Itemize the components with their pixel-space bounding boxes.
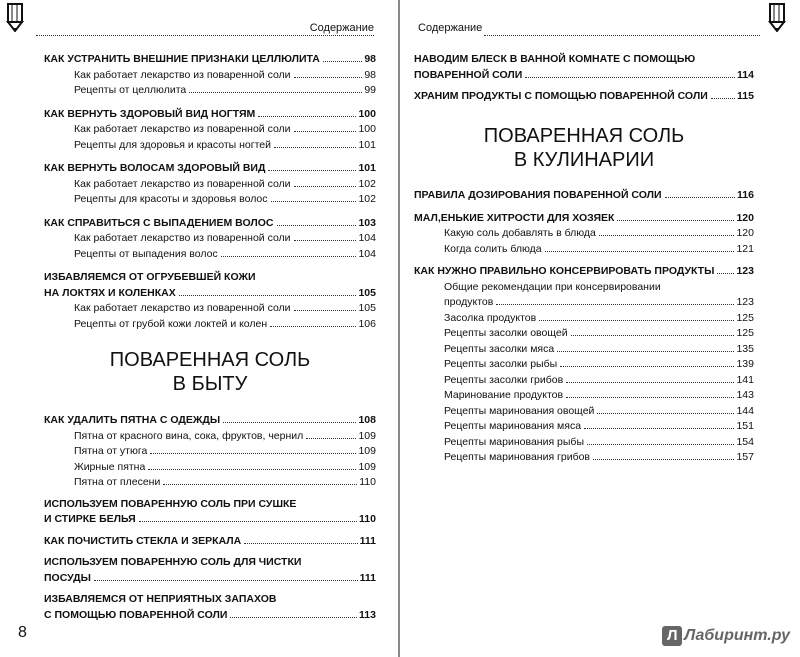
toc-subentry xyxy=(44,317,376,333)
page-number: 8 xyxy=(18,624,27,641)
toc-subentry-page: 151 xyxy=(736,420,754,432)
toc-chapter-title: КАК ПОЧИСТИТЬ СТЕКЛА И ЗЕРКАЛА xyxy=(44,534,242,547)
dot-leader xyxy=(597,413,734,414)
toc-subentry-title: Рецепты для здоровья и красоты ногтей xyxy=(74,138,271,151)
toc-subentry-title: Пятна от утюга xyxy=(74,445,148,457)
toc-group xyxy=(44,270,376,332)
running-header: Содержание xyxy=(309,22,374,34)
toc-chapter-line: ИСПОЛЬЗУЕМ ПОВАРЕННУЮ СОЛЬ ДЛЯ ЧИСТКИ xyxy=(44,556,302,568)
dot-leader xyxy=(150,453,356,454)
toc-subentry-page: 104 xyxy=(358,247,376,260)
pencil-icon xyxy=(764,2,790,32)
toc-chapter xyxy=(44,413,376,429)
toc-subentry-title: Как работает лекарство из поваренной соли xyxy=(74,177,291,190)
dot-leader xyxy=(496,304,734,305)
dot-leader xyxy=(277,225,357,226)
toc-chapter-page: 98 xyxy=(364,53,376,65)
toc-subentry-page: 125 xyxy=(736,311,754,324)
toc-subentry-page: 141 xyxy=(736,373,754,386)
toc-subentry-title: Как работает лекарство из поваренной соли xyxy=(74,68,291,81)
dot-leader xyxy=(571,335,735,336)
toc-chapter xyxy=(414,188,754,204)
toc-subentry-title: Маринование продуктов xyxy=(444,389,564,401)
dot-leader xyxy=(294,77,363,78)
dot-leader xyxy=(294,240,357,241)
toc-chapter-page: 123 xyxy=(736,265,754,277)
toc-chapter-line: НАВОДИМ БЛЕСК В ВАННОЙ КОМНАТЕ С ПОМОЩЬЮ xyxy=(414,53,696,65)
toc-chapter-page: 114 xyxy=(737,68,754,81)
header-rule xyxy=(484,35,760,36)
toc-subentry-title: Рецепты от целлюлита xyxy=(74,84,187,96)
dot-leader xyxy=(274,147,356,148)
toc-subentry xyxy=(414,388,754,404)
toc-chapter-page: 101 xyxy=(358,162,376,174)
toc-chapter-line: ИСПОЛЬЗУЕМ ПОВАРЕННУЮ СОЛЬ ПРИ СУШКЕ xyxy=(44,497,297,510)
toc-chapter-title: КАК ВЕРНУТЬ ВОЛОСАМ ЗДОРОВЫЙ ВИД xyxy=(44,162,266,174)
section-title-line-2: В КУЛИНАРИИ xyxy=(513,149,655,171)
toc-subentry-title: Как работает лекарство из поваренной соли xyxy=(74,232,291,244)
toc-chapter xyxy=(44,512,376,528)
toc-chapter-title: НА ЛОКТЯХ И КОЛЕНКАХ xyxy=(44,286,176,299)
toc-subentry-title: Пятна от красного вина, сока, фруктов, чернил xyxy=(74,429,304,442)
toc-chapter-line: ИЗБАВЛЯЕМСЯ ОТ ОГРУБЕВШЕЙ КОЖИ xyxy=(44,271,256,283)
toc-subentry xyxy=(414,419,754,435)
toc-subentry xyxy=(44,444,376,460)
dot-leader xyxy=(294,186,357,187)
dot-leader xyxy=(584,428,734,429)
dot-leader xyxy=(593,459,734,460)
toc-subentry-title: Рецепты маринования овощей xyxy=(444,404,595,417)
toc-subentry-title: Рецепты от выпадения волос xyxy=(74,247,218,260)
dot-leader xyxy=(665,197,735,198)
dot-leader xyxy=(271,201,357,202)
toc-subentry-title: Пятна от плесени xyxy=(74,476,161,488)
dot-leader xyxy=(323,61,362,62)
dot-leader xyxy=(306,438,356,439)
toc-subentry-page: 109 xyxy=(358,460,376,473)
toc-chapter-title: И СТИРКЕ БЕЛЬЯ xyxy=(44,513,136,525)
toc-block-household xyxy=(44,413,376,629)
toc-chapter-page: 115 xyxy=(737,90,754,102)
watermark xyxy=(662,626,790,646)
toc-chapter-page: 111 xyxy=(359,571,376,584)
section-title-line-2: В БЫТУ xyxy=(172,373,248,395)
toc-subentry xyxy=(44,301,376,317)
toc-chapter-title: КАК СПРАВИТЬСЯ С ВЫПАДЕНИЕМ ВОЛОС xyxy=(44,216,274,229)
toc-subentry-title: Засолка продуктов xyxy=(444,311,537,324)
toc-chapter-page: 120 xyxy=(736,211,754,224)
toc-subentry xyxy=(414,373,754,389)
toc-subentry xyxy=(414,326,754,342)
toc-chapter xyxy=(44,608,376,624)
toc-group xyxy=(414,188,754,204)
toc-chapter-title: КАК УДАЛИТЬ ПЯТНА С ОДЕЖДЫ xyxy=(44,414,221,426)
running-header: Содержание xyxy=(418,22,483,34)
dot-leader xyxy=(599,235,735,236)
toc-subentry xyxy=(414,435,754,451)
toc-group xyxy=(44,52,376,99)
toc-chapter-page: 116 xyxy=(737,189,754,201)
toc-chapter xyxy=(414,264,754,280)
toc-chapter-page: 105 xyxy=(358,286,376,299)
toc-chapter-title: КАК ВЕРНУТЬ ЗДОРОВЫЙ ВИД НОГТЯМ xyxy=(44,107,256,120)
toc-chapter-page: 108 xyxy=(358,414,376,426)
toc-group xyxy=(44,107,376,154)
toc-block-health xyxy=(44,52,376,340)
toc-subentry-title: Как работает лекарство из поваренной соли xyxy=(74,302,291,314)
toc-subentry-page: 109 xyxy=(358,445,376,457)
dot-leader xyxy=(230,617,357,618)
toc-subentry-title: Рецепты от грубой кожи локтей и колен xyxy=(74,317,268,330)
toc-subentry xyxy=(44,83,376,99)
dot-leader xyxy=(270,326,356,327)
toc-subentry-page: 99 xyxy=(364,84,376,96)
toc-subentry-title: Когда солить блюда xyxy=(444,242,542,255)
section-title-line-1: ПОВАРЕННАЯ СОЛЬ xyxy=(483,125,685,147)
toc-subentry-page: 144 xyxy=(736,404,754,417)
toc-chapter xyxy=(414,68,754,84)
toc-subentry xyxy=(44,247,376,263)
toc-subentry-page: 102 xyxy=(358,193,376,205)
toc-subentry xyxy=(414,226,754,242)
watermark-text: Лабиринт.ру xyxy=(684,627,790,644)
dot-leader xyxy=(560,366,734,367)
toc-subentry-title: Рецепты для красоты и здоровья волос xyxy=(74,193,268,205)
toc-block-bathroom xyxy=(414,52,754,111)
toc-subentry xyxy=(44,429,376,445)
toc-chapter-page: 110 xyxy=(359,513,376,525)
toc-subentry-page: 125 xyxy=(736,327,754,339)
toc-group xyxy=(44,497,376,528)
toc-block-cooking xyxy=(414,188,754,473)
toc-subentry-page: 121 xyxy=(736,242,754,255)
toc-subentry-page: 157 xyxy=(736,451,754,463)
toc-subentry-title: Как работает лекарство из поваренной соли xyxy=(74,123,291,135)
toc-subentry xyxy=(414,295,754,311)
dot-leader xyxy=(244,543,357,544)
toc-subentry xyxy=(44,177,376,193)
dot-leader xyxy=(566,397,734,398)
toc-subentry xyxy=(414,242,754,258)
toc-subentry xyxy=(44,192,376,208)
dot-leader xyxy=(525,77,735,78)
toc-subentry-title: Рецепты маринования рыбы xyxy=(444,435,584,448)
dot-leader xyxy=(258,116,356,117)
toc-chapter-title: ПРАВИЛА ДОЗИРОВАНИЯ ПОВАРЕННОЙ СОЛИ xyxy=(414,189,662,201)
dot-leader xyxy=(189,92,362,93)
toc-subentry xyxy=(414,311,754,327)
toc-subentry-page: 98 xyxy=(364,68,376,81)
toc-chapter-title: ХРАНИМ ПРОДУКТЫ С ПОМОЩЬЮ ПОВАРЕННОЙ СОЛИ xyxy=(414,90,708,102)
toc-subentry xyxy=(44,68,376,84)
dot-leader xyxy=(717,273,734,274)
toc-subentry xyxy=(44,231,376,247)
toc-group xyxy=(44,413,376,491)
toc-subentry-title: Жирные пятна xyxy=(74,460,146,473)
toc-subentry-title: Рецепты засолки грибов xyxy=(444,373,564,386)
toc-subentry xyxy=(44,138,376,154)
toc-subentry-page: 101 xyxy=(358,138,376,151)
toc-subentry-page: 139 xyxy=(736,358,754,370)
toc-subentry-title: Рецепты маринования мяса xyxy=(444,420,582,432)
toc-group xyxy=(414,211,754,258)
section-title-line-1: ПОВАРЕННАЯ СОЛЬ xyxy=(109,349,311,371)
toc-chapter-page: 100 xyxy=(358,107,376,120)
dot-leader xyxy=(94,580,358,581)
toc-chapter-title: С ПОМОЩЬЮ ПОВАРЕННОЙ СОЛИ xyxy=(44,608,228,621)
toc-group xyxy=(44,555,376,586)
toc-chapter xyxy=(44,161,376,177)
toc-subentry-title: Рецепты маринования грибов xyxy=(444,451,591,463)
toc-subentry-page: 105 xyxy=(358,302,376,314)
dot-leader xyxy=(179,295,357,296)
toc-group xyxy=(44,161,376,208)
dot-leader xyxy=(221,256,357,257)
dot-leader xyxy=(617,220,734,221)
toc-subentry xyxy=(414,342,754,358)
dot-leader xyxy=(566,382,734,383)
dot-leader xyxy=(148,469,356,470)
toc-subentry xyxy=(414,404,754,420)
toc-chapter xyxy=(44,534,376,550)
section-title xyxy=(414,124,754,172)
toc-chapter xyxy=(44,286,376,302)
toc-group xyxy=(44,216,376,263)
toc-chapter-page: 113 xyxy=(359,608,376,621)
toc-subentry xyxy=(44,475,376,491)
toc-subentry-page: 120 xyxy=(736,227,754,239)
toc-subentry-page: 102 xyxy=(358,177,376,190)
toc-chapter xyxy=(44,571,376,587)
dot-leader xyxy=(163,484,357,485)
toc-subentry-page: 106 xyxy=(358,317,376,330)
toc-subentry-title: продуктов xyxy=(444,296,494,308)
toc-group xyxy=(414,264,754,466)
toc-chapter xyxy=(414,89,754,105)
toc-group xyxy=(414,52,754,83)
toc-group xyxy=(414,89,754,105)
dot-leader xyxy=(268,170,356,171)
toc-subentry xyxy=(414,357,754,373)
toc-chapter-page: 111 xyxy=(359,534,376,547)
dot-leader xyxy=(557,351,734,352)
toc-subentry-page: 154 xyxy=(736,435,754,448)
toc-subentry-title: Рецепты засолки овощей xyxy=(444,327,568,339)
toc-chapter-title: МАЛ,ЕНЬКИЕ ХИТРОСТИ ДЛЯ ХОЗЯЕК xyxy=(414,211,615,224)
dot-leader xyxy=(539,320,734,321)
toc-subentry-page: 135 xyxy=(736,342,754,355)
toc-chapter xyxy=(44,216,376,232)
toc-subentry-page: 104 xyxy=(358,232,376,244)
toc-subentry-page: 100 xyxy=(358,123,376,135)
toc-subentry-title: Рецепты засолки мяса xyxy=(444,342,555,355)
toc-chapter-title: ПОВАРЕННОЙ СОЛИ xyxy=(414,68,523,81)
toc-subentry xyxy=(44,460,376,476)
dot-leader xyxy=(223,422,356,423)
dot-leader xyxy=(139,521,357,522)
toc-group xyxy=(44,534,376,550)
toc-subentry-page: 123 xyxy=(736,296,754,308)
toc-group xyxy=(44,592,376,623)
toc-subentry-line: Общие рекомендации при консервировании xyxy=(444,280,661,293)
right-page xyxy=(400,0,800,657)
dot-leader xyxy=(711,98,735,99)
toc-subentry-title: Рецепты засолки рыбы xyxy=(444,358,558,370)
labirint-logo-icon: Л xyxy=(662,626,682,646)
pencil-icon xyxy=(2,2,28,32)
toc-subentry xyxy=(414,450,754,466)
toc-chapter-title: ПОСУДЫ xyxy=(44,571,91,584)
dot-leader xyxy=(545,251,735,252)
toc-subentry-title: Какую соль добавлять в блюда xyxy=(444,227,596,239)
section-title xyxy=(44,348,376,396)
toc-chapter-title: КАК УСТРАНИТЬ ВНЕШНИЕ ПРИЗНАКИ ЦЕЛЛЮЛИТА xyxy=(44,53,320,65)
toc-chapter xyxy=(414,211,754,227)
toc-chapter-line: ИЗБАВЛЯЕМСЯ ОТ НЕПРИЯТНЫХ ЗАПАХОВ xyxy=(44,593,277,605)
toc-chapter xyxy=(44,52,376,68)
toc-chapter xyxy=(44,107,376,123)
toc-subentry-page: 143 xyxy=(736,389,754,401)
toc-subentry-page: 110 xyxy=(359,476,376,488)
dot-leader xyxy=(294,131,357,132)
toc-subentry xyxy=(44,122,376,138)
toc-chapter-title: КАК НУЖНО ПРАВИЛЬНО КОНСЕРВИРОВАТЬ ПРОДУКТЫ xyxy=(414,265,715,277)
toc-subentry-page: 109 xyxy=(358,429,376,442)
dot-leader xyxy=(587,444,734,445)
header-rule xyxy=(36,35,374,36)
toc-chapter-page: 103 xyxy=(358,216,376,229)
dot-leader xyxy=(294,310,357,311)
